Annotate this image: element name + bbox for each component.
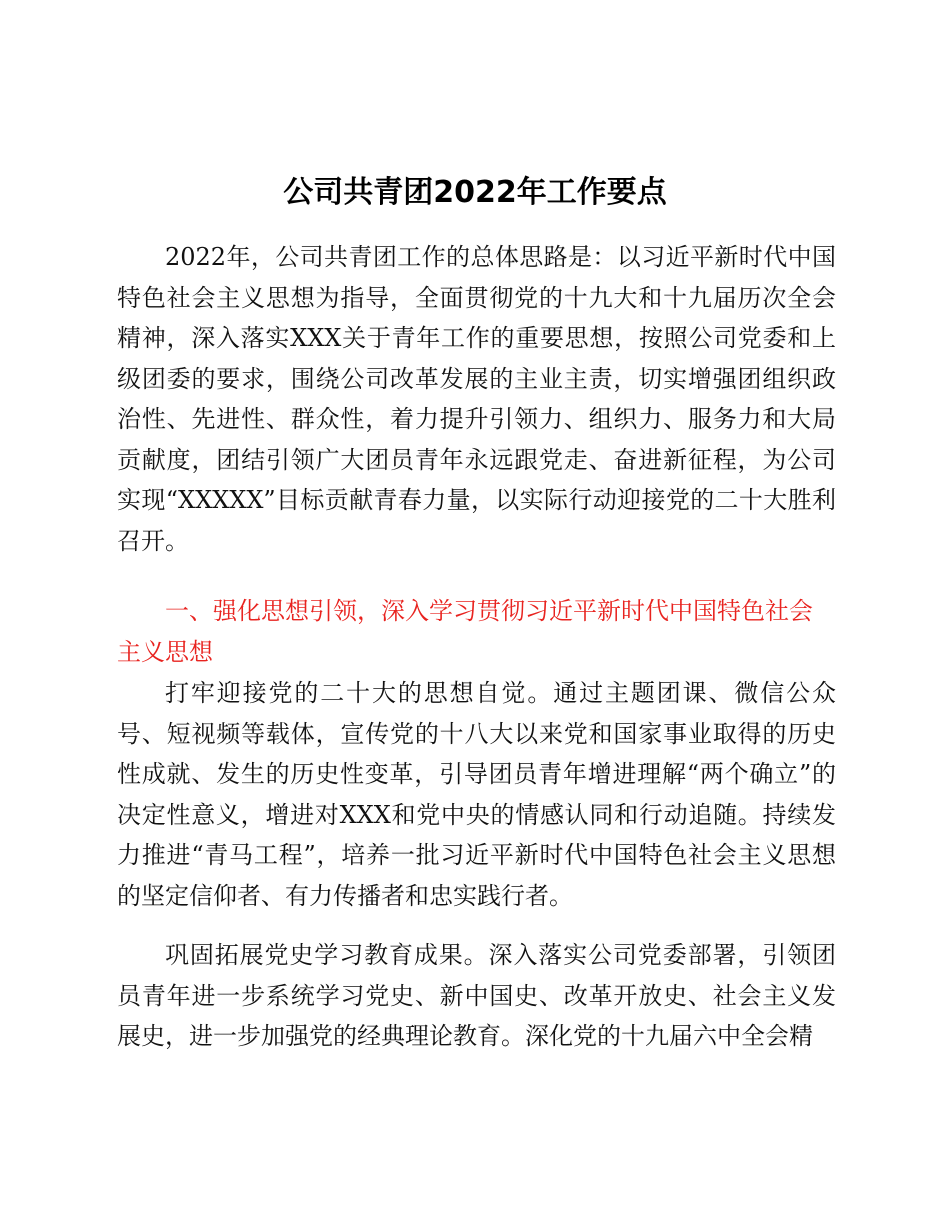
section1-paragraph-1: 打牢迎接党的二十大的思想自觉。通过主题团课、微信公众号、短视频等载体，宣传党的十八大以来党和国家事业取得的历史性成就、发生的历史性变革，引导团员青年增进理解“两个确立”的决定性意义，增进对XXX和党中央的情感认同和行动追随。持续发力推进“青马工程”，培养一批习近平新时代中国特色社会主义思想的坚定信仰者、有力传播者和忠实践行者。 xyxy=(117,679,836,910)
intro-paragraph: 2022年，公司共青团工作的总体思路是：以习近平新时代中国特色社会主义思想为指导，全面贯彻党的十九大和十九届历次全会精神，深入落实XXX关于青年工作的重要思想，按照公司党委和上级团委的要求，围绕公司改革发展的主业主责，切实增强团组织政治性、先进性、群众性，着力提升引领力、组织力、服务力和大局贡献度，团结引领广大团员青年永远跟党走、奋进新征程，为公司实现“XXXXX”目标贡献青春力量，以实际行动迎接党的二十大胜利召开。 xyxy=(117,243,836,555)
document-title: 公司共青团2022年工作要点 xyxy=(283,175,667,210)
section1-paragraph-2: 巩固拓展党史学习教育成果。深入落实公司党委部署，引领团员青年进一步系统学习党史、新中国史、改革开放史、社会主义发展史，进一步加强党的经典理论教育。深化党的十九届六中全会精 xyxy=(117,941,836,1050)
section-heading-1: 一、强化思想引领，深入学习贯彻习近平新时代中国特色社会主义思想 xyxy=(117,597,813,666)
